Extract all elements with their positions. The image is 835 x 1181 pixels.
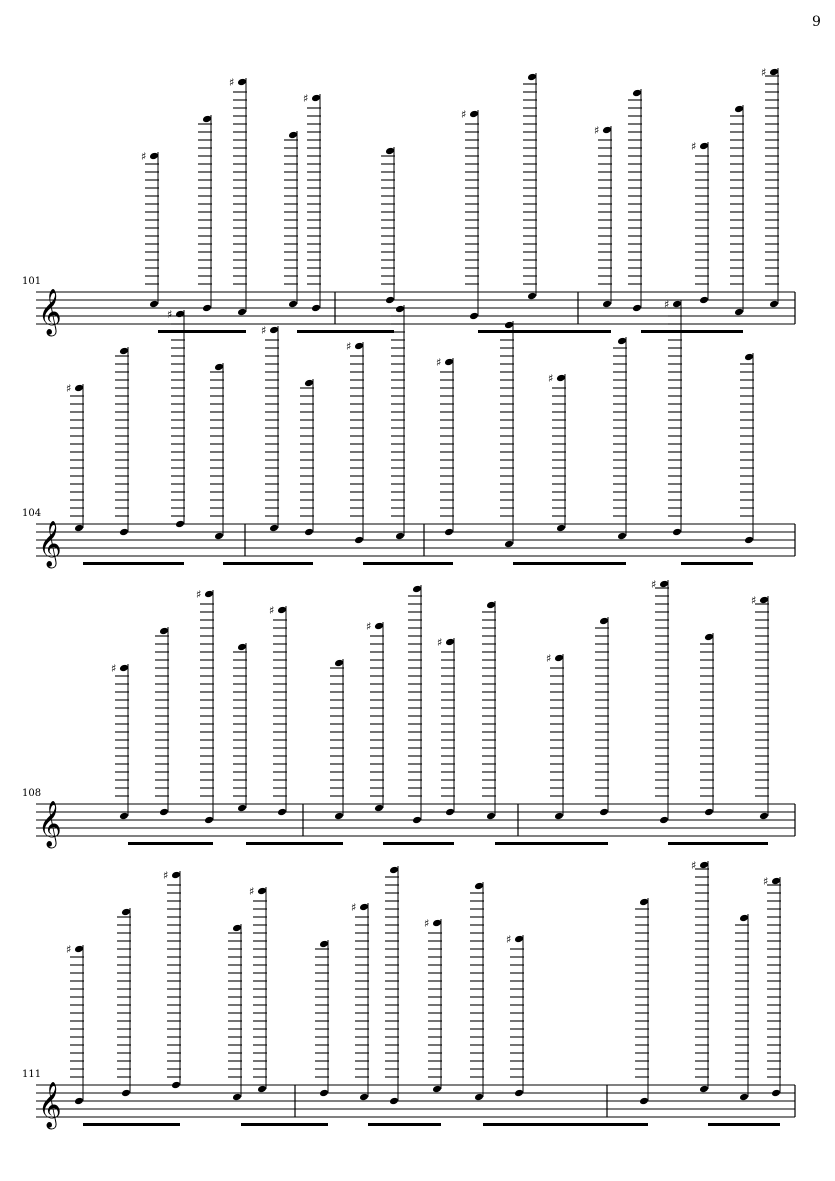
sharp-icon: ♯ [66,943,72,956]
note-chord [385,866,399,1106]
note-chord [761,66,779,308]
note-chord [461,108,479,320]
sharp-icon: ♯ [594,124,600,137]
notehead [269,524,279,533]
note-chord [735,914,749,1102]
notehead [288,131,298,140]
notehead [319,1089,329,1098]
note-chord [523,73,537,301]
sharp-icon: ♯ [691,859,697,872]
notehead [759,812,769,821]
measure-number: 111 [22,1069,42,1080]
note-chord [391,305,405,541]
notehead [374,804,384,813]
notehead [232,924,242,933]
notehead [602,126,612,135]
note-chord [613,337,627,541]
notehead [739,914,749,923]
notehead [159,627,169,636]
note-chord [751,594,769,820]
note-chord [664,298,682,536]
notehead [744,353,754,362]
sharp-icon: ♯ [437,636,443,649]
notehead [385,296,395,305]
note-chord [300,379,314,537]
beam [495,842,608,845]
notehead [632,89,642,98]
notehead [474,882,484,891]
beam [383,842,454,845]
notehead [445,638,455,647]
system-2 [22,298,795,569]
notehead [304,379,314,388]
sharp-icon: ♯ [229,76,235,89]
page-number: 9 [812,14,821,30]
notehead [359,903,369,912]
sharp-icon: ♯ [111,662,117,675]
notehead [277,606,287,615]
beam [223,562,313,565]
note-chord [330,659,344,821]
notehead [469,312,479,321]
note-chord [436,356,454,536]
measure-number: 108 [22,788,42,799]
note-chord [594,124,612,308]
notehead [171,871,181,880]
note-chord [381,147,395,305]
note-chord [763,875,781,1097]
note-chord [198,115,212,313]
notehead [699,861,709,870]
note-chord [229,76,247,316]
notehead [389,1097,399,1106]
notehead [771,877,781,886]
notehead [734,105,744,114]
notehead [444,528,454,537]
system-3 [22,578,795,849]
notehead [232,1093,242,1102]
sharp-icon: ♯ [651,578,657,591]
beam [83,562,184,565]
beam [708,1123,780,1126]
notehead [159,808,169,817]
sharp-icon: ♯ [163,869,169,882]
notehead [171,1081,181,1090]
notehead [599,808,609,817]
treble-clef-icon: 𝄞 [38,521,62,567]
notehead [617,532,627,541]
beam [681,562,753,565]
beam [363,562,453,565]
sharp-icon: ♯ [366,620,372,633]
note-chord [167,308,185,528]
beam [668,842,768,845]
note-chord [651,578,669,824]
sharp-icon: ♯ [303,92,309,105]
notehead [119,347,129,356]
note-chord [408,585,422,825]
note-chord [500,321,514,549]
notehead [556,524,566,533]
sharp-icon: ♯ [751,594,757,607]
notehead [617,337,627,346]
notehead [504,540,514,549]
notehead [74,384,84,393]
note-chord [635,898,649,1106]
beam [128,842,213,845]
notehead [74,945,84,954]
notehead [74,524,84,533]
note-chord [691,859,709,1093]
note-chord [66,943,84,1105]
note-chord [548,372,566,532]
notehead [444,358,454,367]
notehead [277,808,287,817]
notehead [639,1097,649,1106]
notehead [699,1085,709,1094]
notehead [771,1089,781,1098]
notehead [734,308,744,317]
sharp-icon: ♯ [761,66,767,79]
sharp-icon: ♯ [506,933,512,946]
notehead [237,308,247,317]
note-chord [366,620,384,812]
note-chord [700,633,714,817]
notehead [389,866,399,875]
notehead [699,142,709,151]
note-chord [111,662,129,820]
note-chord [351,901,369,1101]
notehead [119,528,129,537]
notehead [214,363,224,372]
notehead [704,633,714,642]
sharp-icon: ♯ [461,108,467,121]
notehead [432,919,442,928]
note-chord [249,885,267,1093]
note-chord [269,604,287,816]
notehead [334,812,344,821]
treble-clef-icon: 𝄞 [38,289,62,335]
notehead [374,622,384,631]
sharp-icon: ♯ [351,901,357,914]
notehead [354,536,364,545]
notehead [554,812,564,821]
treble-clef-icon: 𝄞 [38,801,62,847]
notehead [659,816,669,825]
notehead [237,643,247,652]
notehead [214,532,224,541]
notehead [395,532,405,541]
sharp-icon: ♯ [664,298,670,311]
notehead [739,1093,749,1102]
notehead [237,78,247,87]
notehead [769,68,779,77]
notehead [395,305,405,314]
notehead [334,659,344,668]
sharp-icon: ♯ [167,308,173,321]
note-chord [346,340,364,544]
notehead [149,152,159,161]
notehead [149,300,159,309]
sharp-icon: ♯ [66,382,72,395]
sharp-icon: ♯ [249,885,255,898]
notehead [672,300,682,309]
notehead [514,1089,524,1098]
note-chord [730,105,744,317]
note-chord [691,140,709,304]
note-chord [210,363,224,541]
note-chord [628,89,642,313]
note-chord [315,940,329,1098]
beam [483,1123,648,1126]
notehead [304,528,314,537]
notehead [699,296,709,305]
notehead [412,816,422,825]
notehead [288,300,298,309]
notehead [639,898,649,907]
notehead [121,1089,131,1098]
notehead [514,935,524,944]
notehead [445,808,455,817]
note-chord [595,617,609,817]
sharp-icon: ♯ [141,150,147,163]
notehead [385,147,395,156]
system-4 [22,859,795,1130]
beam [246,842,343,845]
notehead [412,585,422,594]
note-chord [740,353,754,545]
note-chord [66,382,84,532]
notehead [469,110,479,119]
note-chord [228,924,242,1102]
notehead [632,304,642,313]
sharp-icon: ♯ [346,340,352,353]
notehead [204,816,214,825]
notehead [204,590,214,599]
notehead [704,808,714,817]
beam [297,330,394,333]
note-chord [470,882,484,1102]
beam [641,330,743,333]
note-chord [141,150,159,308]
notehead [672,528,682,537]
sharp-icon: ♯ [763,875,769,888]
notehead [659,580,669,589]
note-chord [233,643,247,813]
beam [241,1123,328,1126]
beam [368,1123,441,1126]
sharp-icon: ♯ [548,372,554,385]
notehead [202,115,212,124]
note-chord [115,347,129,537]
sharp-icon: ♯ [196,588,202,601]
measure-number: 101 [22,276,42,287]
notehead [311,94,321,103]
note-chord [482,601,496,821]
sharp-icon: ♯ [436,356,442,369]
sharp-icon: ♯ [546,652,552,665]
notehead [237,804,247,813]
notehead [175,310,185,319]
notehead [311,304,321,313]
note-chord [506,933,524,1097]
notehead [432,1085,442,1094]
notehead [527,292,537,301]
notehead [474,1093,484,1102]
note-chord [437,636,455,816]
system-1 [22,66,795,337]
notehead [119,812,129,821]
notehead [602,300,612,309]
note-chord [424,917,442,1093]
note-chord [284,131,298,309]
notehead [599,617,609,626]
notehead [74,1097,84,1106]
beam [513,562,626,565]
notehead [175,520,185,529]
notehead [769,300,779,309]
note-chord [303,92,321,312]
notehead [556,374,566,383]
notehead [319,940,329,949]
note-chord [196,588,214,824]
notehead [269,326,279,335]
notehead [527,73,537,82]
measure-number: 104 [22,508,42,519]
sharp-icon: ♯ [261,324,267,337]
notehead [119,664,129,673]
note-chord [155,627,169,817]
sharp-icon: ♯ [691,140,697,153]
sharp-icon: ♯ [269,604,275,617]
beam [83,1123,180,1126]
notehead [486,812,496,821]
note-chord [546,652,564,820]
note-chord [163,869,181,1089]
beam [478,330,611,333]
notehead [257,1085,267,1094]
notehead [744,536,754,545]
note-chord [117,908,131,1098]
notehead [554,654,564,663]
treble-clef-icon: 𝄞 [38,1082,62,1128]
notehead [202,304,212,313]
notehead [759,596,769,605]
notehead [257,887,267,896]
notehead [121,908,131,917]
notehead [354,342,364,351]
sharp-icon: ♯ [424,917,430,930]
notehead [359,1093,369,1102]
notehead [486,601,496,610]
notehead [504,321,514,330]
note-chord [261,324,279,532]
